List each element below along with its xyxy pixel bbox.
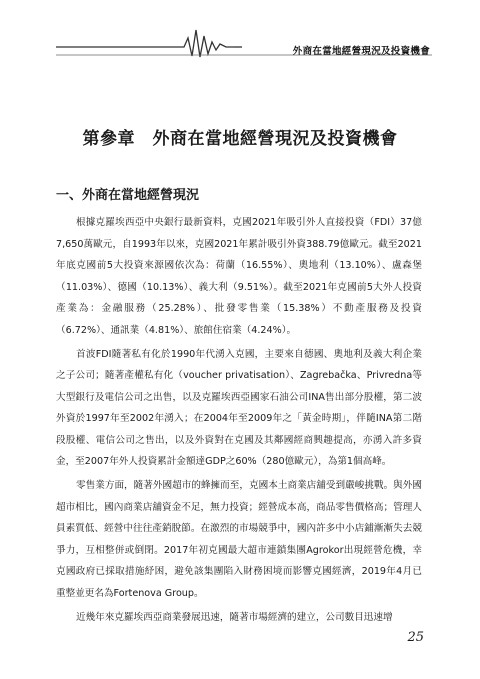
paragraph-retail: 零售業方面，隨著外國超市的蜂擁而至，克國本土商業店舖受到嚴峻挑戰。與外國超市相比，國內商業店舖資金不足，無力投資；經營成本高，商品零售價格高；管理人員素質低、經營中往往產銷脫節。在激烈的市場競爭中，國內許多中小店鋪漸漸失去競爭力，互相整併或倒閉。2017年初克國最大超市連鎖集團Agrokor出現經營危機，幸克國政府已採取措施紓困，避免該集團陷入財務困境而影響克國經濟，2019年4月已重整並更名為Fortenova Group。: [56, 480, 422, 599]
page-number: 25: [407, 630, 424, 645]
running-header-title: 外商在當地經營現況及投資機會: [292, 46, 430, 57]
running-header: [0, 0, 480, 60]
paragraph-fdi-overview: 根據克羅埃西亞中央銀行最新資料，克國2021年吸引外人直接投資（FDI）37億7,650萬歐元，自1993年以來，克國2021年累計吸引外資388.79億歐元。截至2021年底克國前5大投資來源國依次為：荷蘭（16.55%）、奧地利（13.10%）、盧森堡（11.03%）、德國（10.13%）、義大利（9.51%）。截至2021年克國前5大外人投資產業為：金融服務（25.28%）、批發零售業（15.38%）不動產服務及投資（6.72%）、通訊業（4.81%）、旅館住宿業（4.24%）。: [56, 217, 422, 336]
chapter-title: 第參章 外商在當地經營現況及投資機會: [82, 129, 398, 149]
body-text: [56, 212, 422, 631]
paragraph-commerce: 近幾年來克羅埃西亞商業發展迅速，隨著市場經濟的建立，公司數目迅速增: [76, 611, 393, 623]
paragraph-fdi-history: 首波FDI隨著私有化於1990年代湧入克國，主要來自德國、奧地利及義大利企業之子公司；隨著產權私有化（voucher privatisation）、Zagrebačka、Privredna等大型銀行及電信公司之出售，以及克羅埃西亞國家石油公司INA售出部分股權，第二波外資於1997年至2002年湧入；在2004年至2009年之「黃金時期」，伴隨INA第二階段股權、電信公司之售出，以及外資對在克國及其鄰國經商興趣提高，亦湧入許多資金，至2007年外人投資累計金額達GDP之60%（280億歐元），為第1個高峰。: [56, 348, 422, 468]
section-heading: 一、外商在當地經營現況: [56, 188, 200, 203]
